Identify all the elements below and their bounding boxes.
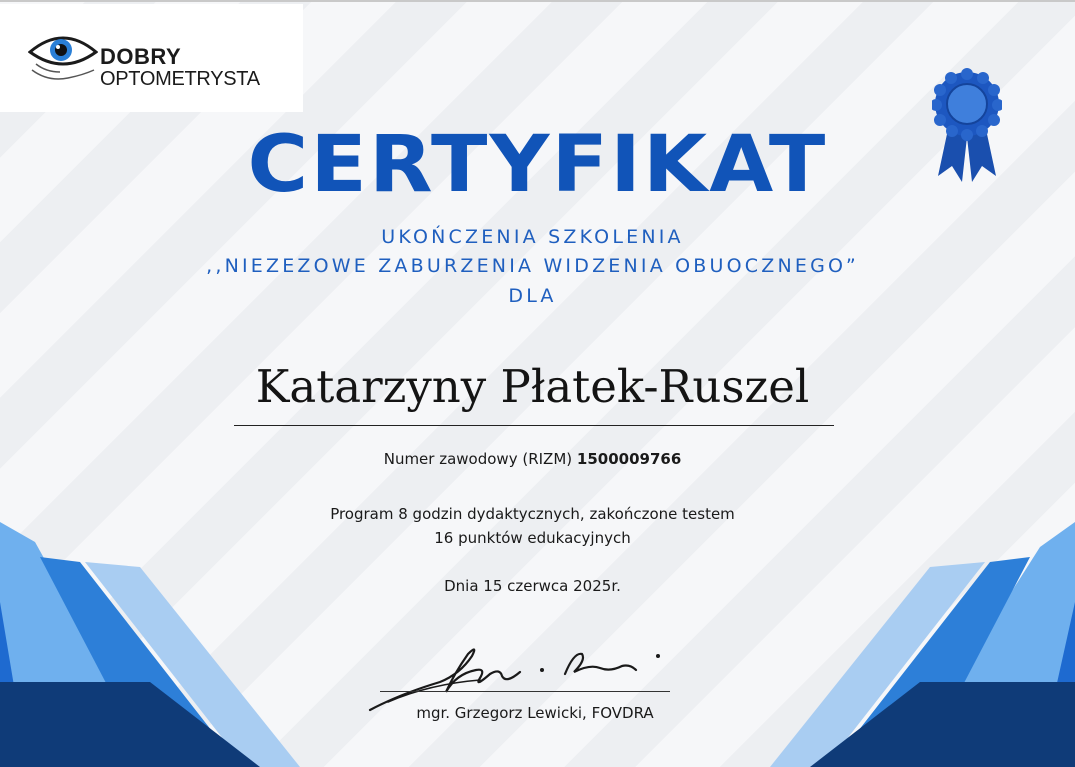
subtitle-line2: ,,NIEZEZOWE ZABURZENIA WIDZENIA OBUOCZNEGO” [206, 255, 859, 277]
rizm-number: 1500009766 [576, 450, 682, 468]
left-stripe-light [0, 522, 160, 767]
signature-line [380, 691, 670, 692]
eye-in-hand-icon [28, 30, 98, 86]
certificate-title: CERTYFIKAT [247, 120, 828, 210]
name-underline [234, 425, 834, 426]
logo [0, 4, 303, 112]
handwritten-signature [360, 634, 680, 714]
logo-text [100, 46, 260, 89]
right-stripe-light [900, 522, 1075, 767]
certificate-date: Dnia 15 czerwca 2025r. [444, 577, 621, 595]
subtitle-line1: UKOŃCZENIA SZKOLENIA [381, 226, 684, 248]
logo-line2: OPTOMETRYSTA [100, 68, 260, 90]
right-stripe-bright [1010, 602, 1075, 767]
left-stripe-bright [0, 602, 60, 767]
rizm-line [0, 450, 1065, 468]
right-navy-base [810, 682, 1075, 767]
program-line2: 16 punktów edukacyjnych [434, 529, 631, 547]
rizm-label: Numer zawodowy (RIZM) [383, 450, 573, 468]
recipient-name: Katarzyny Płatek-Ruszel [255, 360, 810, 413]
left-navy-base [0, 682, 260, 767]
program-line1: Program 8 godzin dydaktycznych, zakończone testem [330, 505, 735, 523]
signer-name: mgr. Grzegorz Lewicki, FOVDRA [416, 704, 654, 722]
logo-line1: DOBRY [100, 44, 182, 69]
subtitle-line3: DLA [508, 285, 557, 307]
